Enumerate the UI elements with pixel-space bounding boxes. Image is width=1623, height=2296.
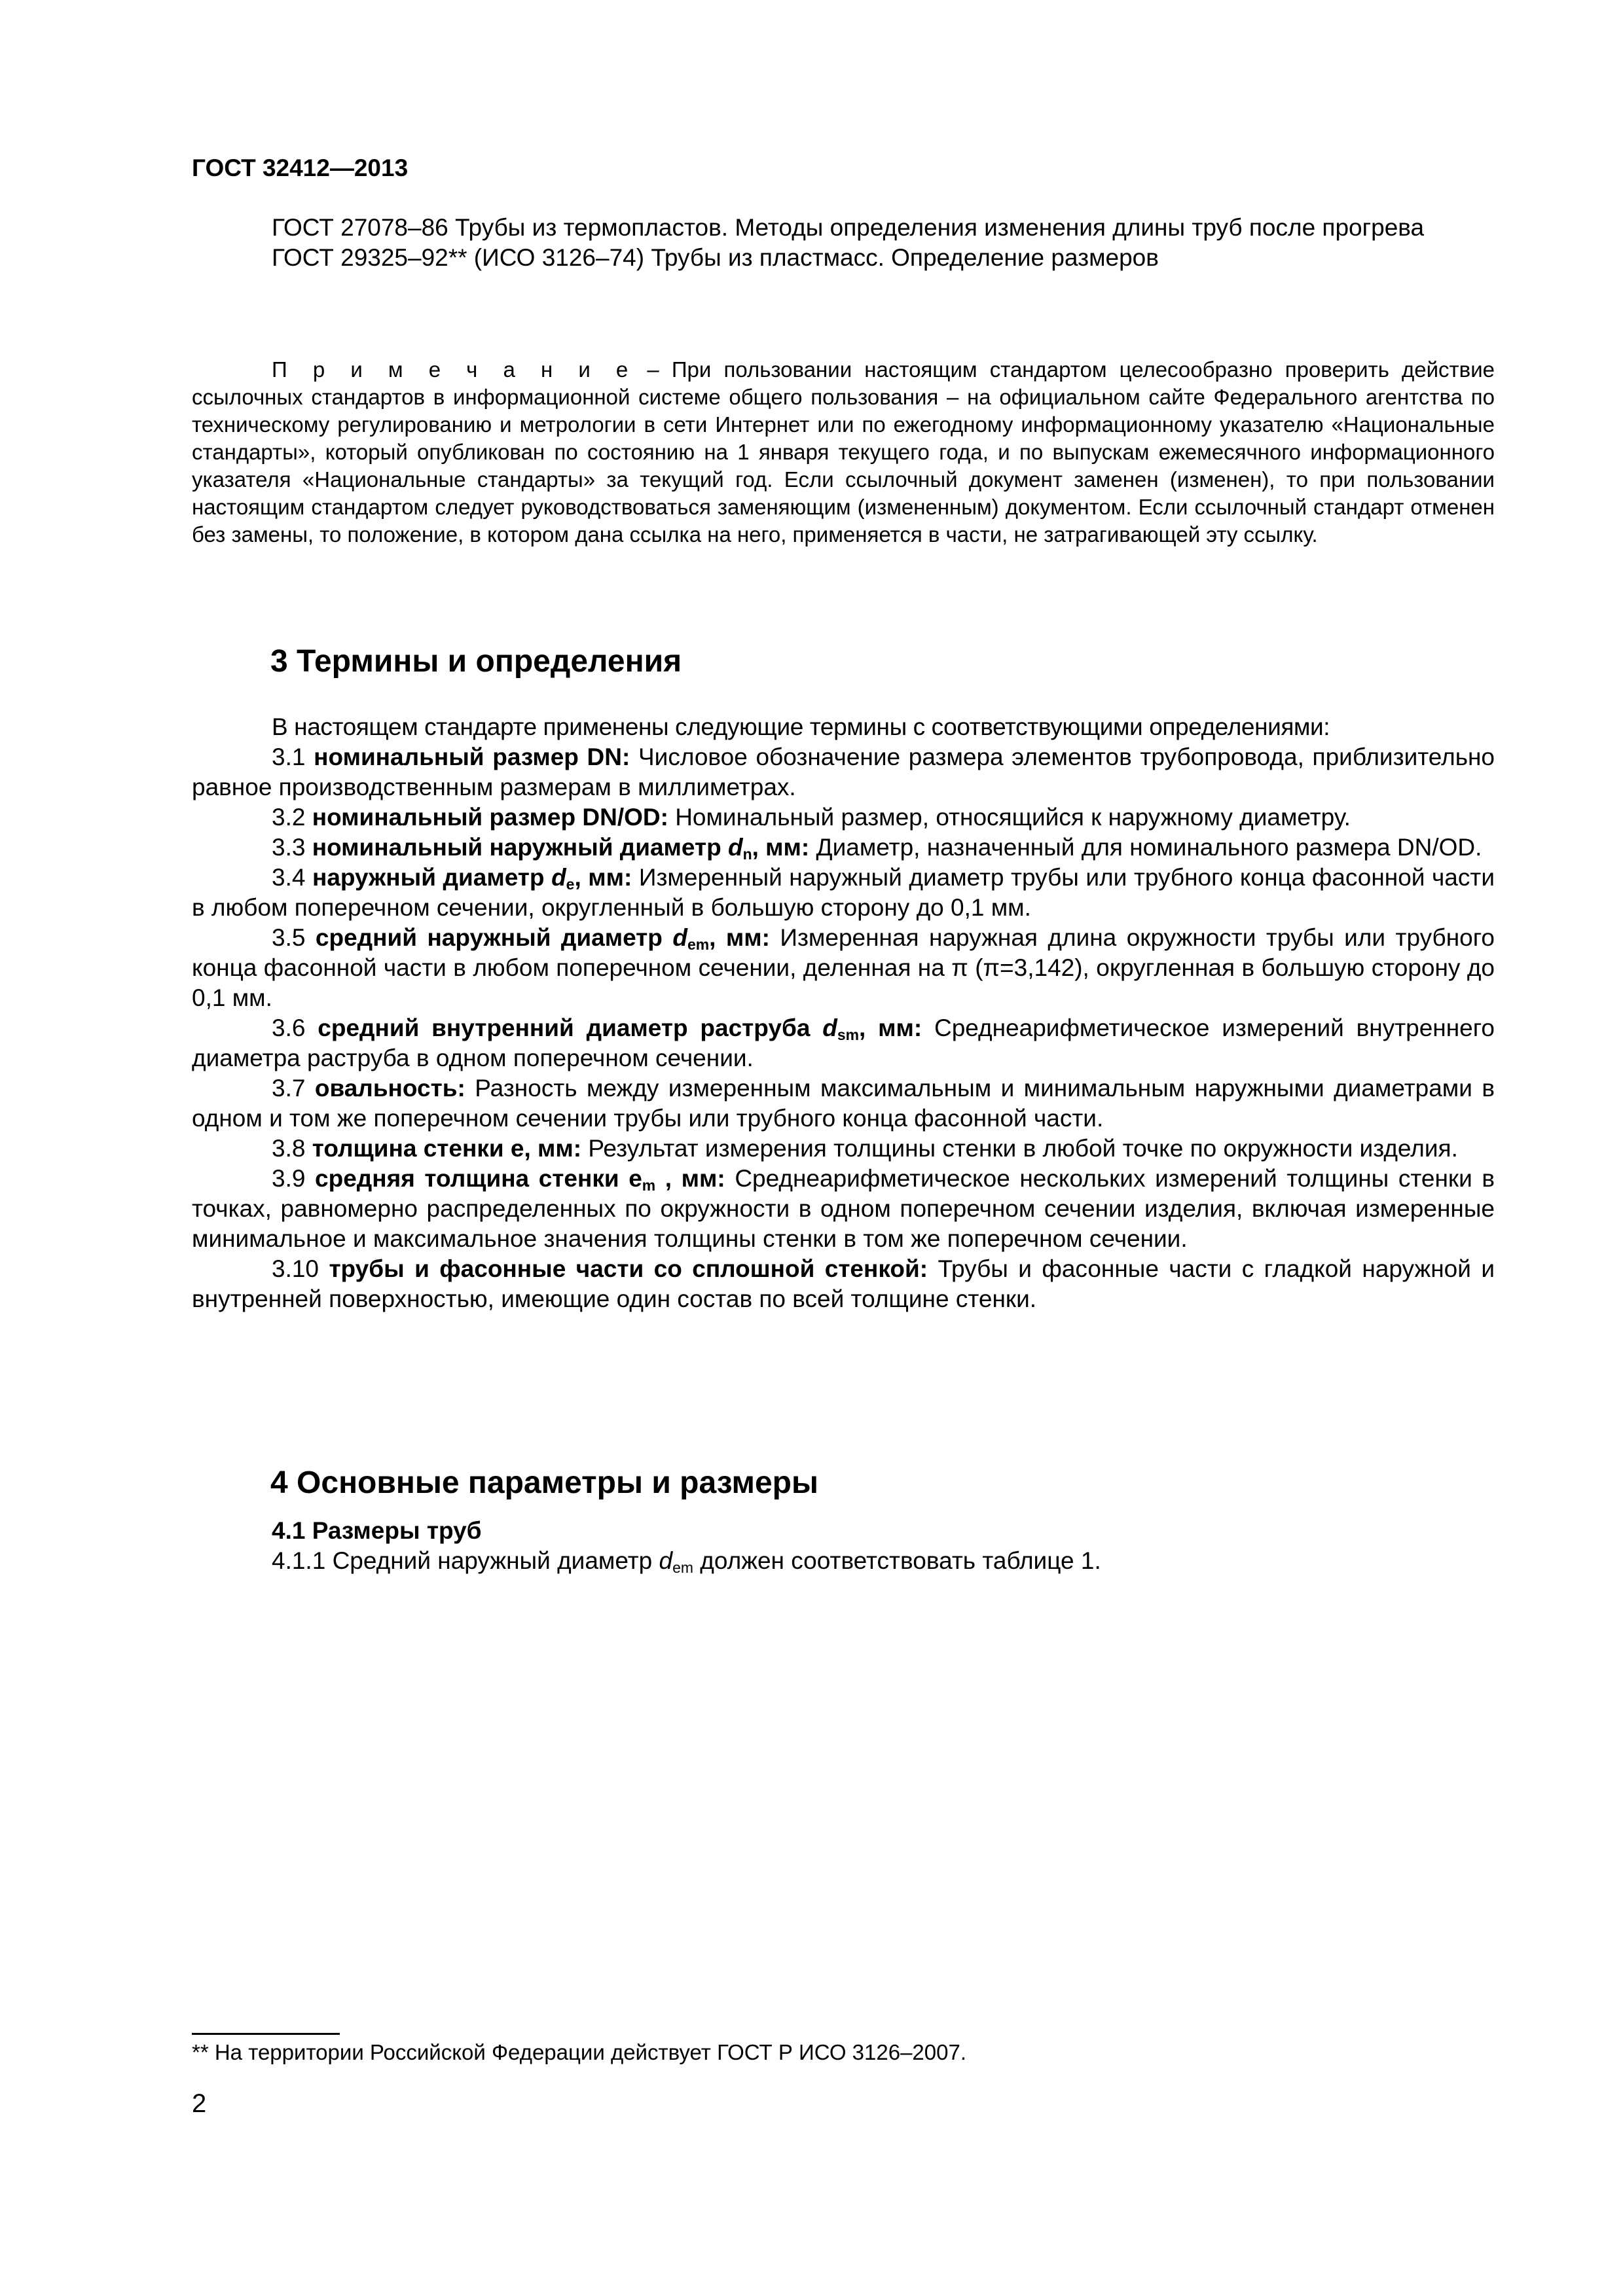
term-3-4: 3.4 наружный диаметр $d_e$, мм: Измеренный наружный диаметр трубы или трубного конца фасонной части в любом поперечном сечении, округленный в большую сторону до 0,1 мм. <box>192 864 1495 921</box>
subsection-4-1-heading: 4.1 Размеры труб <box>272 1517 482 1544</box>
reference-item: ГОСТ 29325–92** (ИСО 3126–74) Трубы из пластмасс. Определение размеров <box>272 244 1159 271</box>
term-3-10: 3.10 трубы и фасонные части со сплошной стенкой: Трубы и фасонные части с гладкой наружной и внутренней поверхностью, имеющие один состав по всей толщине стенки. <box>192 1255 1495 1312</box>
term-3-6: 3.6 средний внутренний диаметр раструба $d_{sm}$, мм: Среднеарифметическое измерений внутреннего диаметра раструба в одном поперечном сечении. <box>192 1014 1495 1071</box>
term-3-5: 3.5 средний наружный диаметр $d_{em}$, мм: Измеренная наружная длина окружности трубы или трубного конца фасонной части в любом поперечном сечении, деленная на π (π=3,142), округленная в большую сторону до 0,1 мм. <box>192 924 1495 1011</box>
page-number: 2 <box>192 2089 207 2118</box>
note-text: – При пользовании настоящим стандартом целесообразно проверить действие ссылочных стандартов в информационной системе общего пользования – на официальном сайте Федерального агентства по техническому регулированию и метрологии в сети Интернет или по ежегодному информационному указателю «Национальные стандарты», который опубликован по состоянию на 1 января текущего года, и по выпускам ежемесячного информационного указателя «Национальные стандарты» за текущий год. Если ссылочный документ заменен (изменен), то при пользовании настоящим стандартом следует руководствоваться заменяющим (измененным) документом. Если ссылочный стандарт отменен без замены, то положение, в котором дана ссылка на него, применяется в части, не затрагивающей эту ссылку. <box>192 357 1495 547</box>
section-3-intro: В настоящем стандарте применены следующие термины с соответствующими определениями: <box>272 713 1330 740</box>
footnote: ** На территории Российской Федерации действует ГОСТ Р ИСО 3126–2007. <box>192 2040 967 2064</box>
term-3-8: 3.8 толщина стенки е, мм: Результат измерения толщины стенки в любой точке по окружности изделия. <box>272 1135 1458 1162</box>
clause-4-1-1: 4.1.1 Средний наружный диаметр $d_{em}$ должен соответствовать таблице 1. <box>272 1547 1101 1576</box>
normative-references <box>192 213 1495 273</box>
note-paragraph <box>192 356 1495 548</box>
section-3-heading: 3 Термины и определения <box>270 644 682 679</box>
section-4-heading: 4 Основные параметры и размеры <box>270 1465 818 1500</box>
section-3-body <box>192 712 1495 1314</box>
footnote-divider <box>192 2033 340 2035</box>
term-3-2: 3.2 номинальный размер DN/OD: Номинальный размер, относящийся к наружному диаметру. <box>272 804 1351 831</box>
term-3-9: 3.9 средняя толщина стенки $е_m$ , мм: Среднеарифметическое нескольких измерений толщины стенки в точках, равномерно распределенных по окружности в одном поперечном сечении изделия, включая измеренные минимальное и максимальное значения толщины стенки в том же поперечном сечении. <box>192 1165 1495 1252</box>
term-3-7: 3.7 овальность: Разность между измеренным максимальным и минимальным наружными диаметрами в одном и том же поперечном сечении трубы или трубного конца фасонной части. <box>192 1075 1495 1132</box>
reference-item: ГОСТ 27078–86 Трубы из термопластов. Методы определения изменения длины труб после прогрева <box>272 214 1425 241</box>
section-4-body <box>272 1516 1496 1576</box>
document-header: ГОСТ 32412—2013 <box>192 154 409 181</box>
term-3-1: 3.1 номинальный размер DN: Числовое обозначение размера элементов трубопровода, приблизительно равное производственным размерам в миллиметрах. <box>192 744 1495 800</box>
note-label: П р и м е ч а н и е <box>272 357 635 382</box>
term-3-3: 3.3 номинальный наружный диаметр $d_n$, мм: Диаметр, назначенный для номинального размера DN/OD. <box>272 834 1482 863</box>
